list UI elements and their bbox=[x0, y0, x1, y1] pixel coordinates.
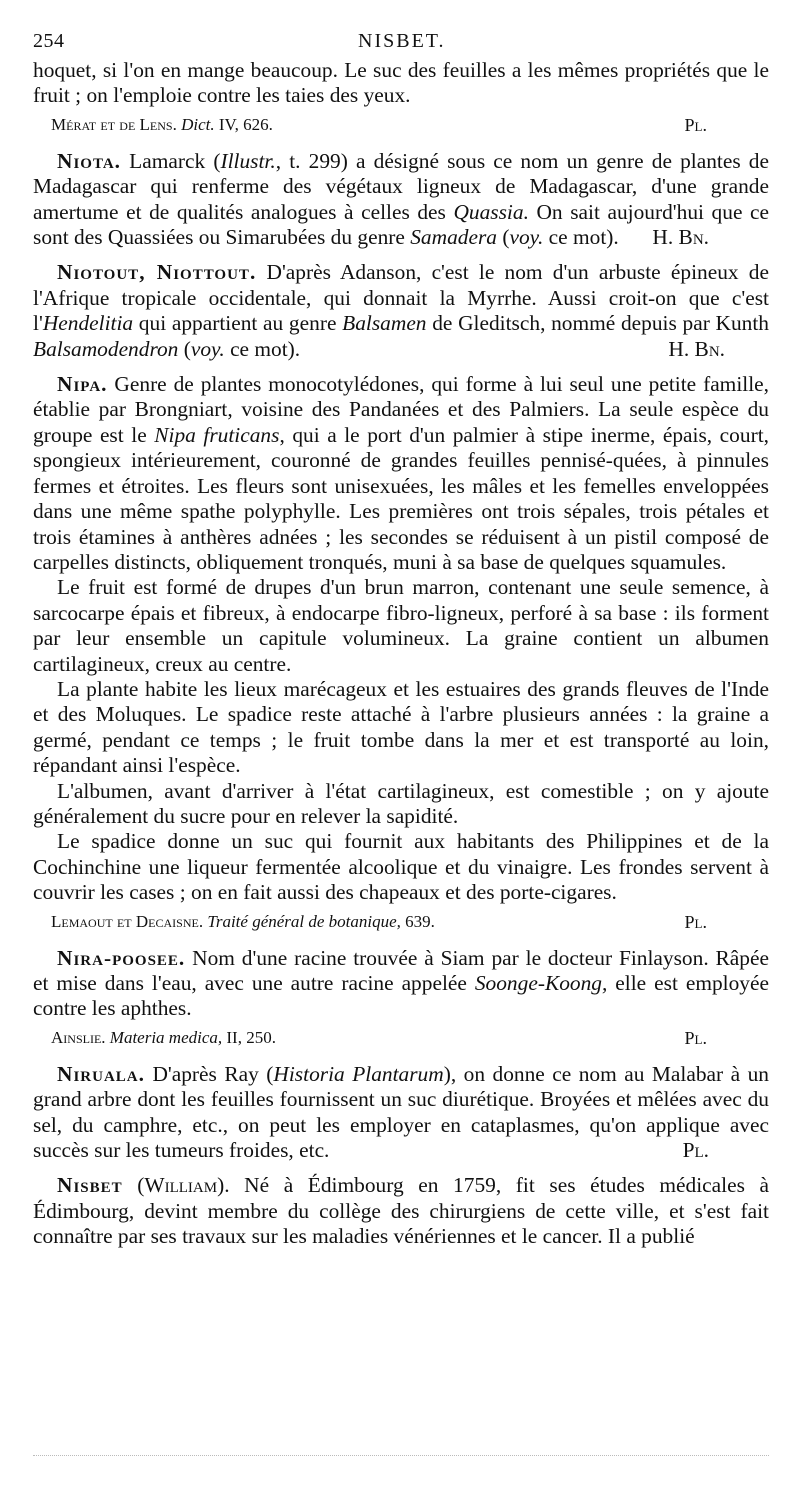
entry-niotout: Niotout, Niottout. D'après Adanson, c'est le nom d'un arbuste épineux de l'Afrique tropicale occidentale, qui donnait la Myrrhe. Aussi croit-on que c'est l'Hendelitia qui appartient au genre Balsamen de Gleditsch, nommé depuis par Kunth Balsamodendron (voy. ce mot). H. Bn. bbox=[33, 260, 769, 361]
continuation-paragraph: hoquet, si l'on en mange beaucoup. Le suc des feuilles a les mêmes propriétés que le fruit ; on l'emploie contre les taies des yeux. bbox=[33, 58, 769, 108]
entry-nipa: Nipa. Genre de plantes monocotylédones, qui forme à lui seul une petite famille, établie par Brongniart, voisine des Pandanées et des Palmiers. La seule espèce du groupe est le Nipa fruticans, qui a le port d'un palmier à stipe inerme, épais, court, spongieux intérieurement, couronné de grandes feuilles pennisé-quées, à pinnules fermes et étroites. Les fleurs sont unisexuées, les mâles et les femelles enveloppées dans une même spathe polyphylle. Les premières ont trois sépales, trois pétales et trois étamines à anthères adnées ; les secondes se réduisent à un pistil composé de carpelles distincts, obliquement tronqués, muni à sa base de quelques squamules. bbox=[33, 372, 769, 574]
headword-nisbet: Nisbet bbox=[57, 1173, 123, 1198]
author-signature: H. Bn. bbox=[668, 336, 725, 361]
page-number: 254 bbox=[33, 30, 65, 52]
entry-nisbet: Nisbet (William). Né à Édimbourg en 1759, fit ses études médicales à Édimbourg, devint membre du collège des chirurgiens de cette ville, et s'est fait connaître par ses travaux sur les maladies vénériennes et le cancer. Il a publié bbox=[33, 1173, 769, 1249]
headword-niotout: Niotout, Niottout. bbox=[57, 260, 257, 285]
nipa-paragraph-spadice: Le spadice donne un suc qui fournit aux habitants des Philippines et de la Cochinchine une liqueur fermentée alcoolique et du vinaigre. Les frondes servent à couvrir les cases ; on en fait aussi des chapeaux et des porte-cigares. bbox=[33, 829, 769, 905]
page-bottom-rule bbox=[33, 1455, 769, 1458]
entry-niota: Niota. Lamarck (Illustr., t. 299) a désigné sous ce nom un genre de plantes de Madagascar qui renferme des végétaux ligneux de Madagascar, d'une grande amertume et de qualités analogues à celles des Quassia. On sait aujourd'hui que ce sont des Quassiées ou Simarubées du genre Samadera (voy. ce mot). H. Bn. bbox=[33, 148, 769, 250]
headword-niota: Niota. bbox=[57, 148, 122, 173]
citation-nira: Ainslie. Materia medica, II, 250. Pl. bbox=[51, 1024, 769, 1052]
nipa-paragraph-habitat: La plante habite les lieux marécageux et les estuaires des grands fleuves de l'Inde et des Moluques. Le spadice reste attaché à l'arbre plusieurs années : la graine a germé, pendant ce temps ; le fruit tombe dans la mer et est transporté au loin, répandant ainsi l'espèce. bbox=[33, 676, 769, 778]
author-signature: Pl. bbox=[684, 911, 707, 932]
author-signature: Pl. bbox=[682, 1138, 709, 1163]
author-signature: H. Bn. bbox=[652, 225, 709, 250]
nipa-paragraph-albumen: L'albumen, avant d'arriver à l'état cartilagineux, est comestible ; on y ajoute généralement du sucre pour en relever la sapidité. bbox=[33, 778, 769, 828]
headword-nira-poosee: Nira-poosee. bbox=[57, 945, 186, 970]
nipa-paragraph-fruit: Le fruit est formé de drupes d'un brun marron, contenant une seule semence, à sarcocarpe épais et fibreux, à endocarpe fibro-ligneux, perforé à sa base : ils forment par leur ensemble un capitule volumineux. La graine contient un albumen cartilagineux, creux au centre. bbox=[33, 575, 769, 676]
author-signature: Pl. bbox=[684, 1027, 707, 1048]
citation-nipa: Lemaout et Decaisne. Traité général de botanique, 639. Pl. bbox=[51, 908, 769, 936]
dictionary-page bbox=[33, 22, 769, 1250]
entry-niruala: Niruala. D'après Ray (Historia Plantarum), on donne ce nom au Malabar à un grand arbre dont les feuilles fournissent un suc diurétique. Broyées et mêlées avec du sel, du camphre, etc., on peut les employer en cataplasmes, qu'on applique avec succès sur les tumeurs froides, etc. Pl. bbox=[33, 1061, 769, 1163]
author-signature: Pl. bbox=[684, 114, 707, 135]
citation-intro: Mérat et de Lens. Dict. IV, 626. Pl. bbox=[51, 111, 769, 139]
person-first-name: William bbox=[144, 1173, 218, 1198]
page-header bbox=[33, 22, 769, 58]
entry-nira-poosee: Nira-poosee. Nom d'une racine trouvée à Siam par le docteur Finlayson. Râpée et mise dans l'eau, avec une autre racine appelée Soonge-Koong, elle est employée contre les aphthes. bbox=[33, 945, 769, 1021]
headword-nipa: Nipa. bbox=[57, 372, 108, 397]
running-title: NISBET. bbox=[358, 30, 446, 52]
headword-niruala: Niruala. bbox=[57, 1061, 145, 1086]
